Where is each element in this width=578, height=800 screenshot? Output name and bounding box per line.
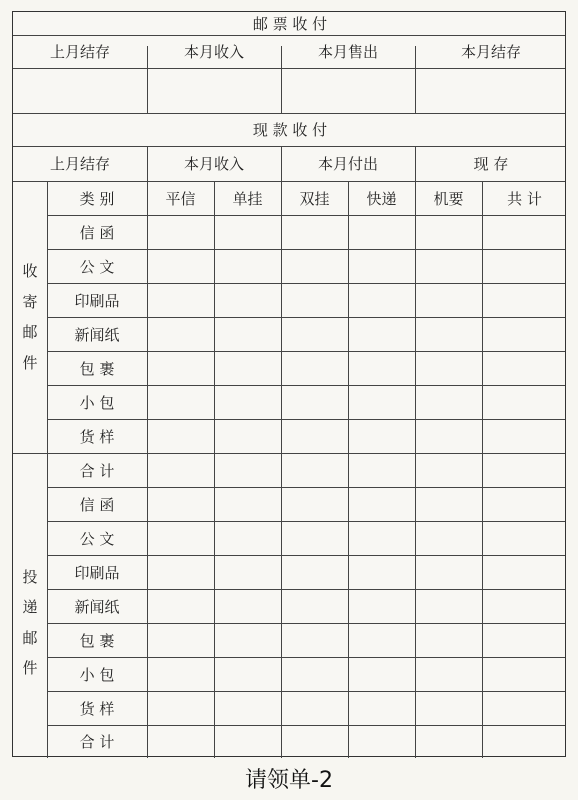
delivered-mail-label-char: 件 [22,659,38,677]
sub-header-double-registered: 双挂 [299,189,330,208]
sub-header-total: 共 计 [507,189,542,208]
received-mail-label-char: 邮 [22,323,38,341]
delivered-mail-label-char: 投 [22,567,38,586]
sub-header-ordinary-letter: 平信 [165,189,196,208]
delivered-row-newspaper: 新闻纸 [74,597,120,616]
received-row-sample: 货 样 [79,427,115,446]
sub-header-single-registered: 单挂 [232,189,263,208]
delivered-row-parcel: 包 裹 [79,631,115,650]
received-mail-label [13,181,47,453]
received-row-official-document: 公 文 [79,257,115,276]
cash-col-month-income: 本月收入 [183,155,244,173]
stamp-col-month-balance: 本月结存 [460,43,521,61]
received-row-newspaper: 新闻纸 [74,325,120,344]
sub-header-category: 类 别 [79,189,115,208]
sub-header-express: 快递 [366,189,397,208]
cash-col-current-balance: 现 存 [473,155,509,173]
delivered-row-official-document: 公 文 [79,529,115,548]
delivered-row-small-packet: 小 包 [79,665,115,684]
stamp-col-month-income: 本月收入 [183,43,244,61]
delivered-mail-label-char: 邮 [22,628,38,647]
delivered-mail-label [13,487,47,758]
delivered-row-letter: 信 函 [79,495,115,514]
delivered-row-subtotal: 合 计 [79,733,115,751]
received-row-letter: 信 函 [79,223,115,242]
delivered-row-printed-matter: 印刷品 [74,563,120,582]
received-row-subtotal: 合 计 [79,461,115,480]
cash-col-month-paid: 本月付出 [317,155,378,173]
delivered-mail-label-char: 递 [22,598,38,616]
requisition-form [12,11,566,757]
received-mail-label-char: 寄 [22,292,38,311]
form-caption: 请领单-2 [245,767,333,793]
stamp-section-title: 邮 票 收 付 [252,15,328,33]
sub-header-confidential: 机要 [433,189,464,208]
stamp-col-month-sold: 本月售出 [317,43,378,61]
received-row-printed-matter: 印刷品 [74,291,120,310]
received-row-parcel: 包 裹 [79,359,115,378]
received-mail-label-char: 件 [22,353,38,372]
received-mail-label-char: 收 [22,262,38,280]
delivered-row-sample: 货 样 [79,699,115,718]
cash-col-last-month-balance: 上月结存 [49,155,110,173]
received-row-small-packet: 小 包 [79,393,115,412]
cash-section-title: 现 款 收 付 [252,121,328,139]
stamp-col-last-month-balance: 上月结存 [49,43,110,61]
